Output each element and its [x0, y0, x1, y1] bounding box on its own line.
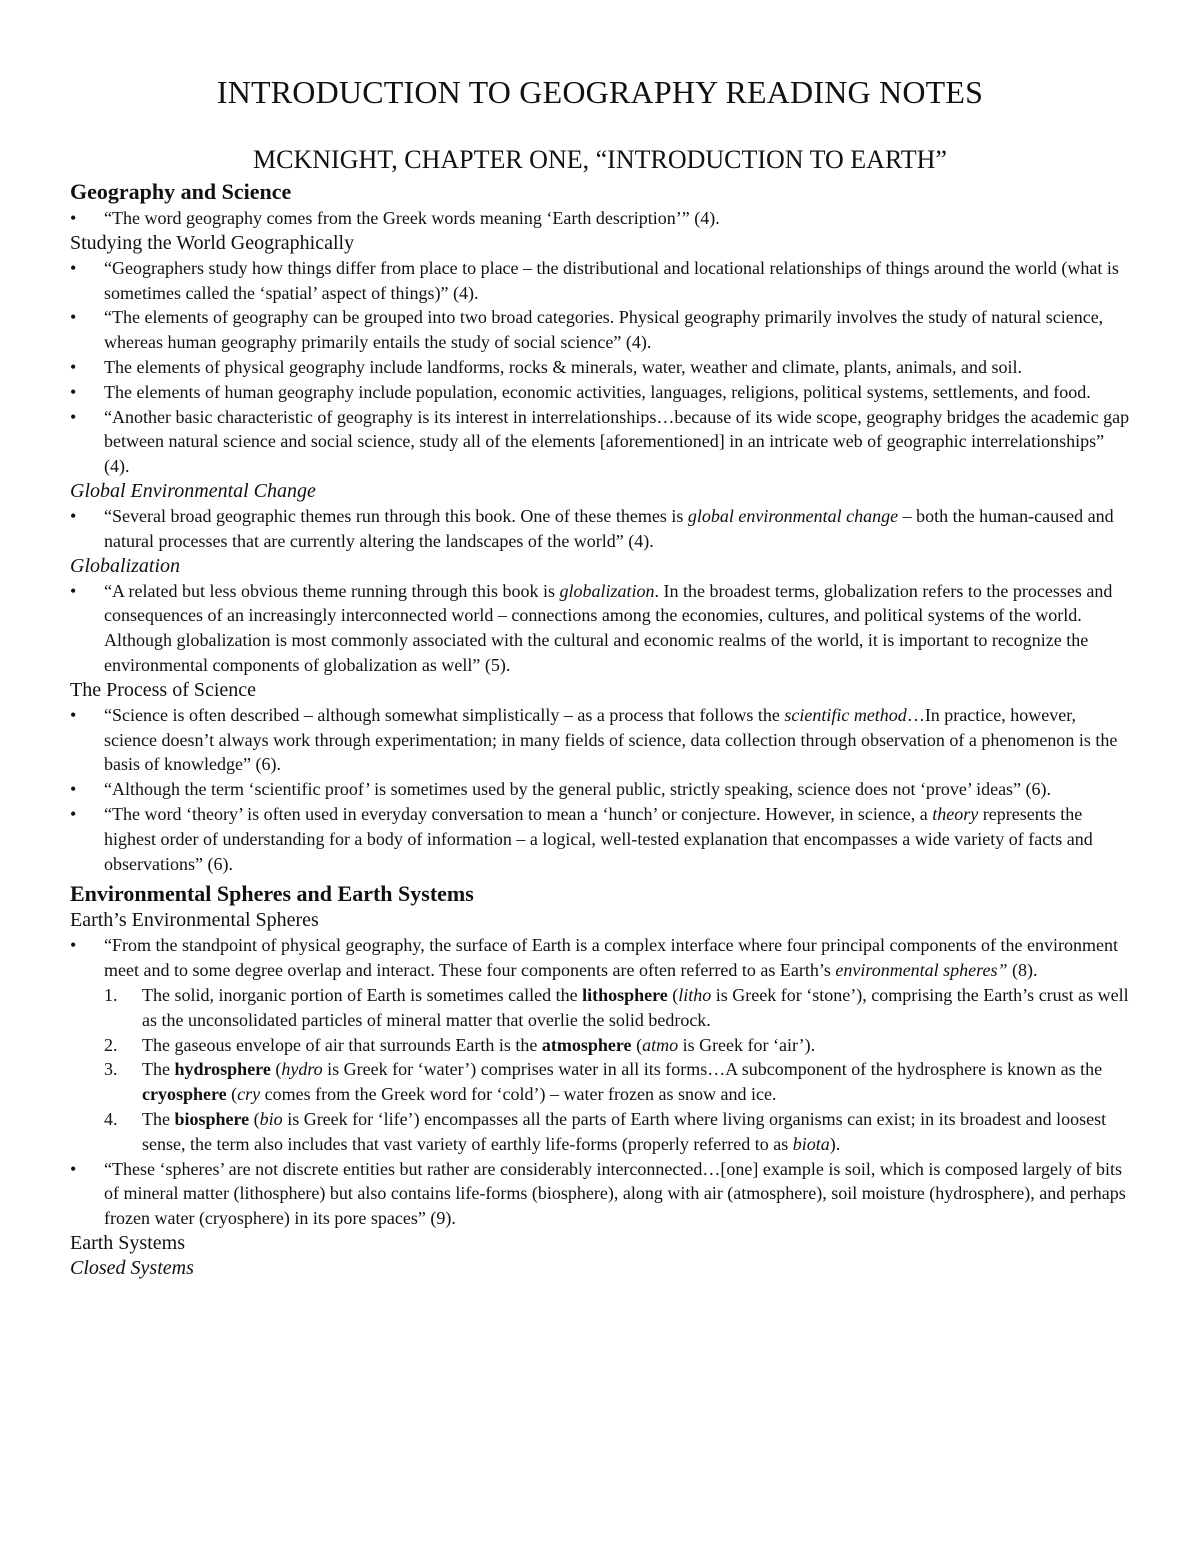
bullet-list	[70, 206, 1130, 231]
subheading-earths-environmental-spheres: Earth’s Environmental Spheres	[70, 909, 319, 932]
subheading-globalization: Globalization	[70, 554, 181, 577]
bullet-item: • “Another basic characteristic of geography is its interest in interrelationships…because of its wide scope, geography bridges the academic gap between natural science and social science, study all of the elements [aforementioned] in an intricate web of geographic interrelationships” (4).	[70, 405, 1130, 479]
bullet-list	[70, 703, 1130, 877]
text-run: “From the standpoint of physical geography, the surface of Earth is a complex interface where four principal components of the environment meet and to some degree overlap and interact. These four components are often referred to as Earth’s	[104, 935, 1118, 981]
numbered-list	[70, 983, 1130, 1157]
italic-term: globalization	[559, 580, 655, 601]
bullet-item	[70, 579, 1130, 678]
italic-term: biota	[792, 1133, 830, 1154]
bullet-item	[70, 504, 1130, 554]
text-run: “Science is often described – although somewhat simplistically – as a process that follows the	[104, 704, 785, 725]
text-run: “The word ‘theory’ is often used in everyday conversation to mean a ‘hunch’ or conjecture. However, in science, a	[104, 803, 933, 824]
bullet-item: • “These ‘spheres’ are not discrete entities but rather are considerably interconnected…[one] example is soil, which is composed largely of bits of mineral matter (lithosphere) but also contains life-forms (biosphere), along with air (atmosphere), soil moisture (hydrosphere), and perhaps frozen water (cryosphere) in its pore spaces” (9).	[70, 1157, 1130, 1231]
document-page	[70, 68, 1130, 1281]
text-run: ).	[829, 1133, 841, 1154]
italic-term: litho	[678, 984, 712, 1005]
text-run: (	[631, 1034, 643, 1055]
numbered-item-hydrosphere	[70, 1057, 1130, 1107]
text-run: comes from the Greek word for ‘cold’) – water frozen as snow and ice.	[260, 1084, 777, 1105]
bold-term: cryosphere	[142, 1084, 227, 1105]
item-number: 4.	[104, 1108, 118, 1129]
subheading-earth-systems: Earth Systems	[70, 1231, 185, 1254]
text-run: (	[226, 1084, 238, 1105]
bold-term: atmosphere	[541, 1034, 632, 1055]
item-number: 1.	[104, 984, 118, 1005]
chapter-subtitle: MCKNIGHT, CHAPTER ONE, “INTRODUCTION TO EARTH”	[253, 145, 947, 174]
text-run: “Several broad geographic themes run through this book. One of these themes is	[104, 505, 688, 526]
section-heading-environmental-spheres: Environmental Spheres and Earth Systems	[70, 881, 474, 907]
text-run: (8).	[1007, 960, 1038, 981]
bold-term: biosphere	[174, 1108, 250, 1129]
text-run: The	[142, 1108, 175, 1129]
bullet-list	[70, 1157, 1130, 1231]
italic-term: cry	[237, 1084, 261, 1105]
text-run: is Greek for ‘water’) comprises water in all its forms…A subcomponent of the hydrosphere is known as the	[322, 1059, 1103, 1080]
text-run: . In the broadest terms, globalization refers to the processes and consequences of an increasingly interconnected world – connections among the economies, cultures, and political systems of the world. Although globalization is most commonly associated with the cultural and economic realms of the world, it is important to recognize the environmental components of globalization as well” (5).	[104, 580, 1113, 675]
bullet-list	[70, 504, 1130, 554]
text-run: is Greek for ‘life’) encompasses all the parts of Earth where living organisms can exist; in its broadest and loosest sense, the term also includes that vast variety of earthly life-forms (properly referred to as	[142, 1108, 1107, 1154]
subheading-studying-the-world: Studying the World Geographically	[70, 231, 355, 254]
italic-term: bio	[259, 1108, 283, 1129]
text-run: is Greek for ‘air’).	[678, 1034, 816, 1055]
bullet-item: • The elements of human geography include population, economic activities, languages, religions, political systems, settlements, and food.	[70, 380, 1130, 405]
italic-term: theory	[932, 803, 979, 824]
bullet-list	[70, 579, 1130, 678]
section-heading-geography-and-science: Geography and Science	[70, 179, 292, 204]
text-run: is Greek for ‘stone’), comprising the Earth’s crust as well as the unconsolidated particles of mineral matter that overlie the solid bedrock.	[142, 984, 1129, 1030]
numbered-item-lithosphere	[70, 983, 1130, 1033]
text-run: “A related but less obvious theme running through this book is	[104, 580, 560, 601]
numbered-item-biosphere	[70, 1107, 1130, 1157]
subheading-closed-systems: Closed Systems	[70, 1256, 194, 1279]
item-number: 3.	[104, 1059, 118, 1080]
bullet-item: • “Geographers study how things differ from place to place – the distributional and locational relationships of things around the world (what is sometimes called the ‘spatial’ aspect of things)” (4).	[70, 256, 1130, 306]
text-run: …In practice, however, science doesn’t always work through experimentation; in many fields of science, data collection through observation of a phenomenon is the basis of knowledge” (6).	[104, 704, 1118, 775]
text-run: – both the human-caused and natural processes that are currently altering the landscapes of the world” (4).	[104, 505, 1114, 551]
bullet-list	[70, 933, 1130, 983]
bullet-item: • “The elements of geography can be grouped into two broad categories. Physical geography primarily involves the study of natural science, whereas human geography primarily entails the study of social science” (4).	[70, 305, 1130, 355]
bold-term: hydrosphere	[174, 1059, 271, 1080]
bold-term: lithosphere	[582, 984, 668, 1005]
italic-term: atmo	[642, 1034, 679, 1055]
bullet-item	[70, 933, 1130, 983]
item-number: 2.	[104, 1034, 118, 1055]
text-run: The	[142, 1059, 175, 1080]
document-title: INTRODUCTION TO GEOGRAPHY READING NOTES	[216, 74, 984, 110]
subheading-process-of-science: The Process of Science	[70, 678, 257, 701]
text-run: (	[249, 1108, 260, 1129]
italic-term: scientific method	[784, 704, 907, 725]
bullet-item: • “Although the term ‘scientific proof’ is sometimes used by the general public, strictly speaking, science does not ‘prove’ ideas” (6).	[70, 777, 1130, 802]
subheading-global-environmental-change: Global Environmental Change	[70, 479, 316, 502]
text-run: (	[667, 984, 679, 1005]
text-run: The solid, inorganic portion of Earth is sometimes called the	[142, 984, 583, 1005]
bullet-item: • “The word geography comes from the Greek words meaning ‘Earth description’” (4).	[70, 206, 1130, 231]
text-run: represents the highest order of understanding for a body of information – a logical, well-tested explanation that encompasses a wide variety of facts and observations” (6).	[104, 803, 1093, 874]
text-run: The gaseous envelope of air that surrounds Earth is the	[142, 1034, 542, 1055]
bullet-item	[70, 703, 1130, 777]
numbered-item-atmosphere	[70, 1033, 1130, 1058]
italic-term: environmental spheres”	[835, 960, 1008, 981]
italic-term: hydro	[281, 1059, 323, 1080]
bullet-item: • The elements of physical geography include landforms, rocks & minerals, water, weather and climate, plants, animals, and soil.	[70, 355, 1130, 380]
italic-term: global environmental change	[687, 505, 899, 526]
text-run: (	[270, 1059, 282, 1080]
bullet-item	[70, 802, 1130, 876]
bullet-list	[70, 256, 1130, 479]
